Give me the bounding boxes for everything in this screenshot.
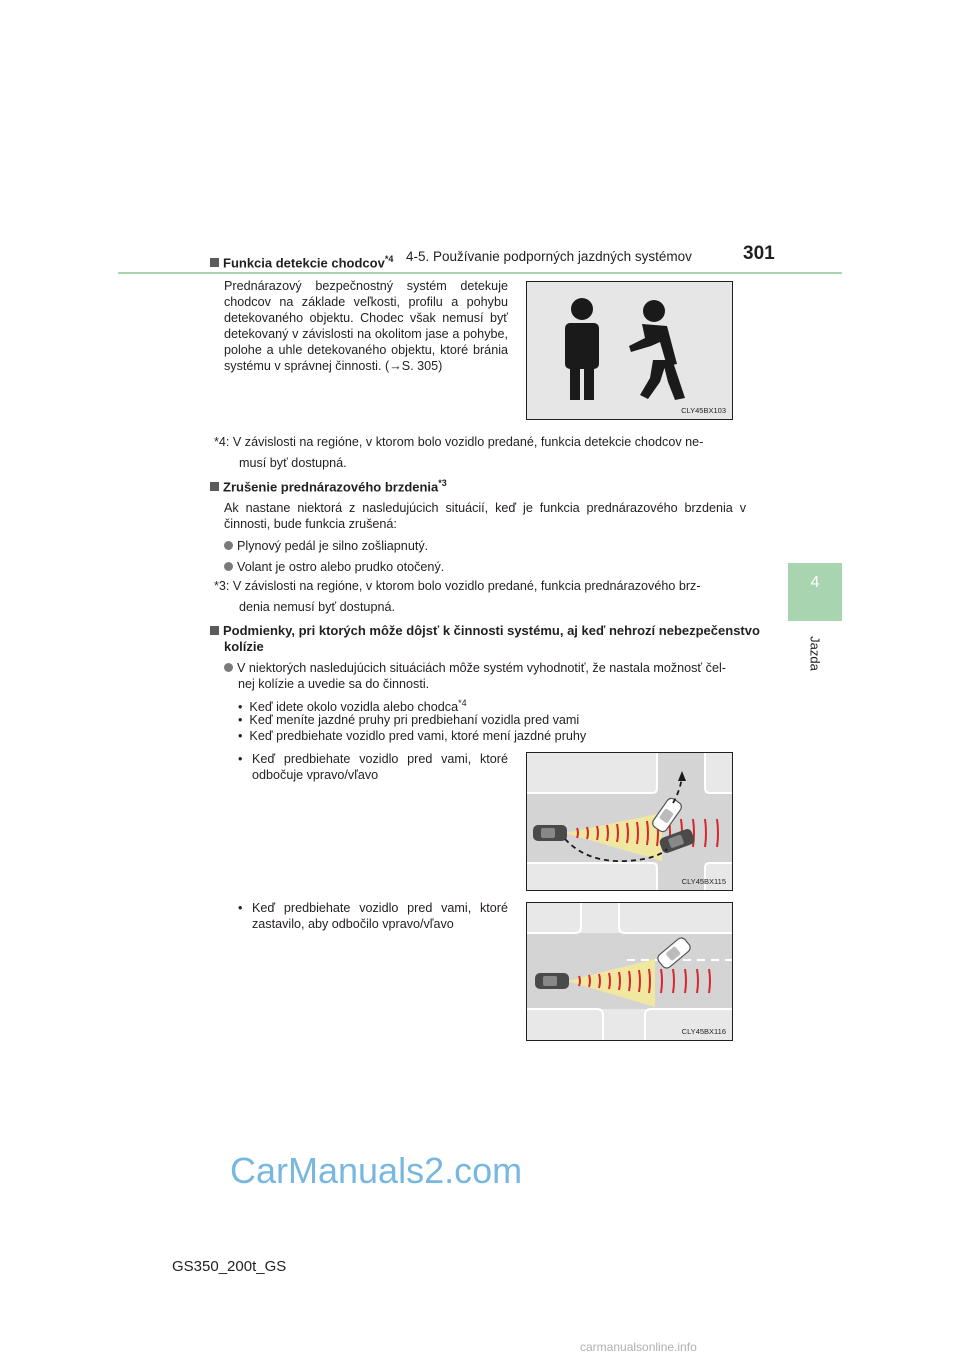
dot-marker: •	[238, 752, 243, 766]
page-number: 301	[743, 243, 775, 264]
cancel-bullet-2-text: Volant je ostro alebo prudko otočený.	[237, 560, 445, 574]
square-bullet-icon	[210, 258, 219, 267]
cancel-bullet-1	[224, 538, 428, 554]
square-bullet-icon	[210, 626, 219, 635]
footnote-3	[214, 578, 701, 594]
dot-marker: •	[238, 713, 250, 727]
conditions-heading	[210, 623, 760, 638]
footnote-3-star: *3	[214, 579, 226, 593]
condition-item-3-text: Keď predbiehate vozidlo pred vami, ktoré mení jazdné pruhy	[249, 729, 587, 743]
condition-item-stopped	[238, 900, 508, 932]
dot-marker: •	[238, 901, 243, 915]
condition-item-1-sup: *4	[458, 698, 467, 708]
footnote-4-line2: musí byť dostupná.	[239, 456, 347, 470]
round-bullet-icon	[224, 663, 233, 672]
conditions-intro	[224, 660, 726, 676]
dot-marker: •	[238, 729, 250, 743]
condition-item-2	[238, 712, 579, 728]
condition-item-2-text: Keď meníte jazdné pruhy pri predbiehaní vozidla pred vami	[249, 713, 580, 727]
dot-marker: •	[238, 700, 250, 715]
square-bullet-icon	[210, 482, 219, 491]
header-rule	[118, 272, 842, 274]
conditions-heading-line2: kolízie	[224, 639, 264, 654]
stopped-figure	[526, 902, 733, 1041]
footnote-4-star: *4	[214, 435, 226, 449]
figure-code: CLY45BX103	[681, 406, 726, 415]
footnote-4-line1: : V závislosti na regióne, v ktorom bolo vozidlo predané, funkcia detekcie chodcov ne-	[225, 435, 704, 449]
round-bullet-icon	[224, 541, 233, 550]
condition-item-stopped-text: Keď predbiehate vozidlo pred vami, ktoré zastavilo, aby odbočilo vpravo/vľavo	[252, 901, 508, 931]
pedestrian-figure	[526, 281, 733, 420]
turning-illustration	[527, 753, 732, 890]
chapter-number: 4	[810, 574, 820, 591]
stopped-illustration	[527, 903, 732, 1040]
footnote-3-line2: denia nemusí byť dostupná.	[239, 600, 395, 614]
cancel-bullet-1-text: Plynový pedál je silno zošliapnutý.	[237, 539, 429, 553]
section-title: 4-5. Používanie podporných jazdných systémov	[406, 249, 692, 264]
footnote-3-line1: : V závislosti na regióne, v ktorom bolo vozidlo predané, funkcia prednárazového brz-	[225, 579, 701, 593]
watermark: CarManuals2.com	[230, 1150, 523, 1191]
condition-item-turning-text: Keď predbiehate vozidlo pred vami, ktoré odbočuje vpravo/vľavo	[252, 752, 508, 782]
cancel-heading	[210, 478, 447, 494]
pedestrian-heading-sup: *4	[384, 254, 394, 264]
bottom-watermark: carmanualsonline.info	[580, 1340, 697, 1354]
cancel-bullet-2	[224, 559, 444, 575]
pedestrian-heading	[210, 254, 393, 270]
cancel-text: Ak nastane niektorá z nasledujúcich situácií, keď je funkcia prednárazového brzdenia v činnosti, bude funkcia zrušená:	[224, 501, 746, 531]
condition-item-1-text: Keď idete okolo vozidla alebo chodca	[249, 700, 459, 715]
chapter-label	[786, 636, 844, 672]
figure-code: CLY45BX115	[681, 877, 726, 886]
round-bullet-icon	[224, 562, 233, 571]
pedestrian-heading-text: Funkcia detekcie chodcov	[223, 255, 385, 271]
condition-item-3	[238, 728, 586, 744]
pedestrian-illustration	[527, 282, 732, 419]
conditions-intro-line2: nej kolízie a uvedie sa do činnosti.	[238, 677, 430, 691]
conditions-intro-line1: V niektorých nasledujúcich situáciách môže systém vyhodnotiť, že nastala možnosť čel-	[237, 661, 726, 675]
cancel-heading-text: Zrušenie prednárazového brzdenia	[223, 479, 439, 495]
conditions-heading-line1: Podmienky, pri ktorých môže dôjsť k činnosti systému, aj keď nehrozí nebezpečenstvo	[223, 623, 760, 638]
figure-code: CLY45BX116	[681, 1027, 726, 1036]
pedestrian-text: Prednárazový bezpečnostný systém detekuje chodcov na základe veľkosti, profilu a pohybu detekovaného objektu. Chodec však nemusí byť detekovaný v závislosti na okolitom jase a pohybe, polohe a uhle detekovaného objektu, ktoré bránia systému v správnej činnosti. (→S. 305)	[224, 279, 508, 373]
condition-item-turning	[238, 751, 508, 783]
footnote-4	[214, 434, 703, 450]
turning-figure	[526, 752, 733, 891]
model-code: GS350_200t_GS	[172, 1258, 287, 1275]
cancel-heading-sup: *3	[438, 478, 447, 488]
chapter-label-text: Jazda	[807, 636, 823, 671]
chapter-tab	[788, 563, 842, 621]
